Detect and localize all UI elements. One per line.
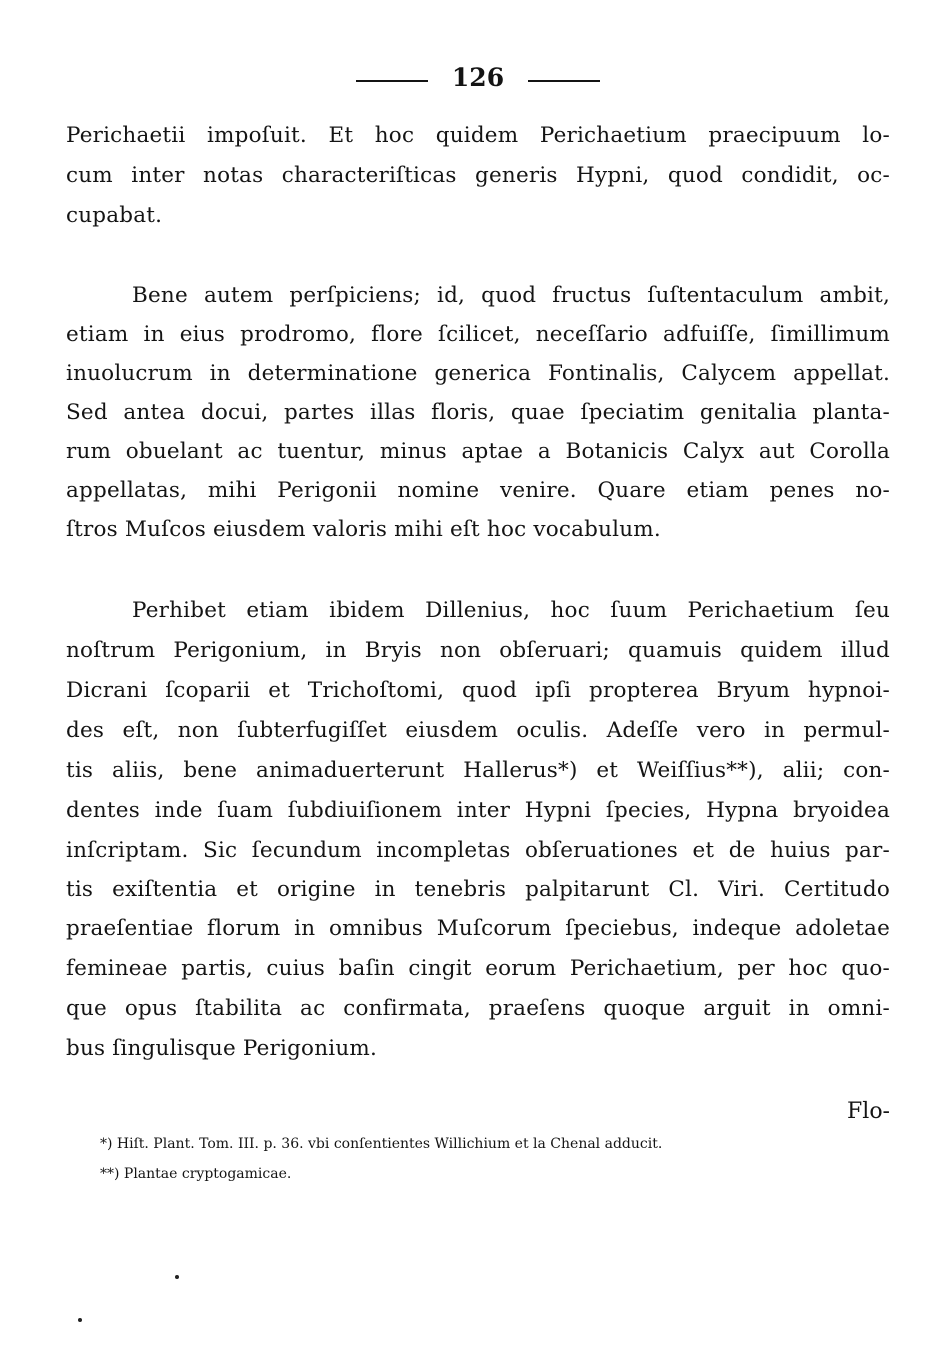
text-line: femineae partis, cuius baſin cingit eorum Perichaetium, per hoc quo- xyxy=(66,956,890,981)
text-line: Bene autem perſpiciens; id, quod fructus ſuſtentaculum ambit, xyxy=(132,283,890,308)
text-line: etiam in eius prodromo, flore ſcilicet, neceſſario adfuiſſe, ſimillimum xyxy=(66,322,890,347)
text-line: rum obuelant ac tuentur, minus aptae a Botanicis Calyx aut Corolla xyxy=(66,439,890,464)
page-number: 126 xyxy=(451,63,505,92)
text-line: Perichaetii impoſuit. Et hoc quidem Perichaetium praecipuum lo- xyxy=(66,123,890,148)
ink-speck xyxy=(175,1275,179,1279)
header-rule-right xyxy=(528,80,600,82)
text-line: que opus ſtabilita ac confirmata, praeſens quoque arguit in omni- xyxy=(66,996,890,1021)
text-line: bus ſingulisque Perigonium. xyxy=(66,1036,377,1061)
page-header xyxy=(0,58,950,98)
text-line: inſcriptam. Sic ſecundum incompletas obſeruationes et de huius par- xyxy=(66,838,890,863)
header-rule-left xyxy=(356,80,428,82)
text-line: ſtros Muſcos eiusdem valoris mihi eſt hoc vocabulum. xyxy=(66,517,661,542)
text-line: noſtrum Perigonium, in Bryis non obſeruari; quamuis quidem illud xyxy=(66,638,890,663)
text-line: Sed antea docui, partes illas floris, quae ſpeciatim genitalia planta- xyxy=(66,400,890,425)
text-line: cum inter notas characteriſticas generis Hypni, quod condidit, oc- xyxy=(66,163,890,188)
text-line: dentes inde ſuam ſubdiuiſionem inter Hypni ſpecies, Hypna bryoidea xyxy=(66,798,890,823)
text-line: praeſentiae florum in omnibus Muſcorum ſpeciebus, indeque adoletae xyxy=(66,916,890,941)
text-line: appellatas, mihi Perigonii nomine venire. Quare etiam penes no- xyxy=(66,478,890,503)
text-line: Perhibet etiam ibidem Dillenius, hoc ſuum Perichaetium ſeu xyxy=(132,598,890,623)
footnote-1: *) Hiſt. Plant. Tom. III. p. 36. vbi conſentientes Willichium et la Chenal adducit. xyxy=(100,1136,663,1152)
text-line: Dicrani ſcoparii et Trichoſtomi, quod ipſi propterea Bryum hypnoi- xyxy=(66,678,890,703)
text-line: cupabat. xyxy=(66,203,163,228)
ink-speck xyxy=(78,1318,82,1322)
text-line: inuolucrum in determinatione generica Fontinalis, Calycem appellat. xyxy=(66,361,890,386)
footnote-2: **) Plantae cryptogamicae. xyxy=(100,1166,292,1182)
text-line: des eſt, non ſubterfugiſſet eiusdem oculis. Adeſſe vero in permul- xyxy=(66,718,890,743)
catchword: Flo- xyxy=(847,1099,890,1124)
text-line: tis exiſtentia et origine in tenebris palpitarunt Cl. Viri. Certitudo xyxy=(66,877,890,902)
text-line: tis aliis, bene animaduerterunt Hallerus*) et Weiſſius**), alii; con- xyxy=(66,758,890,783)
